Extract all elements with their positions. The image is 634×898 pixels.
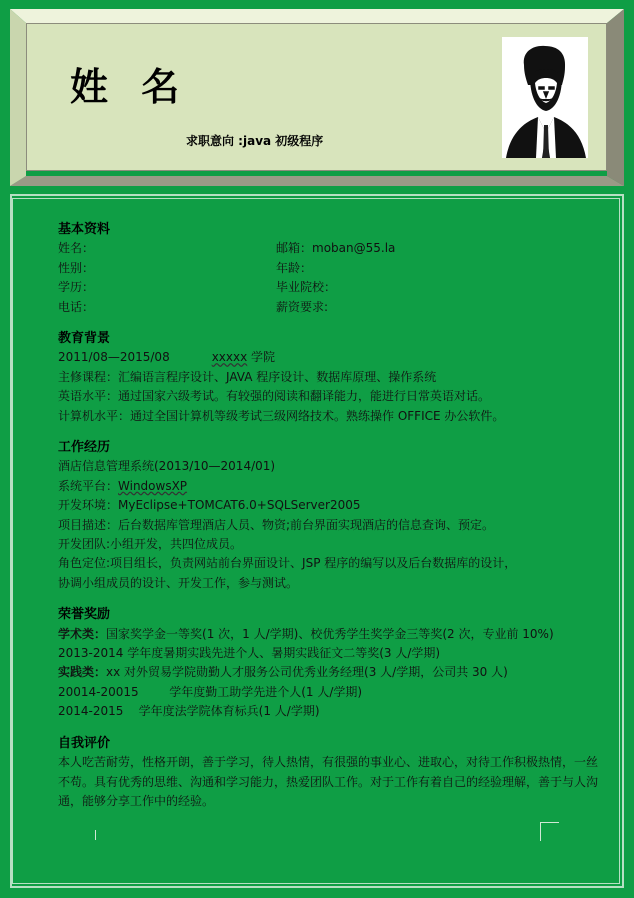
education-period: 2011/08—2015/08 bbox=[58, 350, 170, 365]
info-row bbox=[58, 298, 603, 317]
school-name: xxxxx bbox=[211, 350, 248, 365]
phone-label: 电话： bbox=[58, 299, 95, 314]
academic-text: 国家奖学金一等奖(1 次，1 人/学期)、校优秀学生奖学金三等奖(2 次，专业前 10%) bbox=[106, 626, 554, 641]
honor-line: 2014-2015 学年度法学院体育标兵(1 人/学期) bbox=[58, 704, 320, 719]
section-title-honors: 荣誉奖励 bbox=[58, 607, 111, 623]
info-row bbox=[58, 239, 603, 258]
education-line: 主修课程：汇编语言程序设计、JAVA 程序设计、数据库原理、操作系统 bbox=[58, 369, 437, 384]
education-line: 英语水平：通过国家六级考试。有较强的阅读和翻译能力，能进行日常英语对话。 bbox=[58, 389, 491, 404]
section-title-self: 自我评价 bbox=[58, 735, 111, 751]
work-project: 酒店信息管理系统(2013/10—2014/01) bbox=[58, 459, 276, 474]
work-line: 项目描述：后台数据库管理酒店人员、物资;前台界面实现酒店的信息查询、预定。 bbox=[58, 517, 495, 532]
resume-name: 姓 名 bbox=[70, 65, 190, 109]
email-label: 邮箱：moban@55.la bbox=[276, 241, 396, 256]
school-label: 毕业院校： bbox=[276, 280, 337, 295]
platform-label: 系统平台： bbox=[58, 478, 119, 493]
section-title-education: 教育背景 bbox=[58, 330, 111, 346]
work-line: 角色定位:项目组长，负责网站前台界面设计、JSP 程序的编写以及后台数据库的设计， bbox=[58, 556, 517, 571]
gender-label: 性别： bbox=[58, 260, 95, 275]
honor-academic bbox=[58, 625, 603, 644]
work-line: 开发环境：MyEclipse+TOMCAT6.0+SQLServer2005 bbox=[58, 498, 361, 513]
section-title-work: 工作经历 bbox=[58, 440, 111, 455]
work-platform-line bbox=[58, 477, 603, 496]
section-title-basic: 基本资料 bbox=[58, 222, 111, 237]
info-row bbox=[58, 278, 603, 297]
academic-label: 学术类： bbox=[58, 626, 107, 641]
work-line: 协调小组成员的设计、开发工作，参与测试。 bbox=[58, 575, 299, 590]
degree-label: 学历： bbox=[58, 280, 95, 295]
honor-practice bbox=[58, 663, 603, 682]
age-label: 年龄： bbox=[276, 260, 313, 275]
resume-content bbox=[58, 220, 603, 811]
work-line: 开发团队:小组开发，共四位成员。 bbox=[58, 537, 243, 552]
education-period-line bbox=[58, 348, 603, 367]
self-evaluation-text: 本人吃苦耐劳，性格开朗，善于学习，待人热情，有很强的事业心、进取心，对待工作积极热情，一丝不苟。具有优秀的思维、沟通和学习能力，热爱团队工作。对于工作有着自己的经验理解，善于与人沟通，能够分享工作中的经验。 bbox=[58, 755, 599, 808]
honor-line: 2013-2014 学年度暑期实践先进个人、暑期实践征文二等奖(3 人/学期) bbox=[58, 646, 441, 661]
name-label: 姓名： bbox=[58, 241, 95, 256]
corner-mark bbox=[540, 822, 559, 841]
job-intent: 求职意向 :java 初级程序 bbox=[186, 134, 324, 148]
practice-label: 实践类： bbox=[58, 665, 107, 680]
platform-value: WindowsXP bbox=[118, 478, 188, 493]
salary-label: 薪资要求: bbox=[276, 299, 329, 314]
school-suffix: 学院 bbox=[247, 350, 276, 365]
info-row bbox=[58, 259, 603, 278]
portrait-icon bbox=[502, 37, 588, 158]
honor-line: 20014-20015 学年度勤工助学先进个人(1 人/学期) bbox=[58, 684, 363, 699]
practice-text: xx 对外贸易学院勋勤人才服务公司优秀业务经理(3 人/学期，公司共 30 人) bbox=[106, 665, 508, 680]
education-line: 计算机水平：通过全国计算机等级考试三级网络技术。熟练操作 OFFICE 办公软件。 bbox=[58, 408, 505, 423]
cursor-mark bbox=[95, 830, 96, 840]
profile-photo bbox=[502, 37, 588, 158]
